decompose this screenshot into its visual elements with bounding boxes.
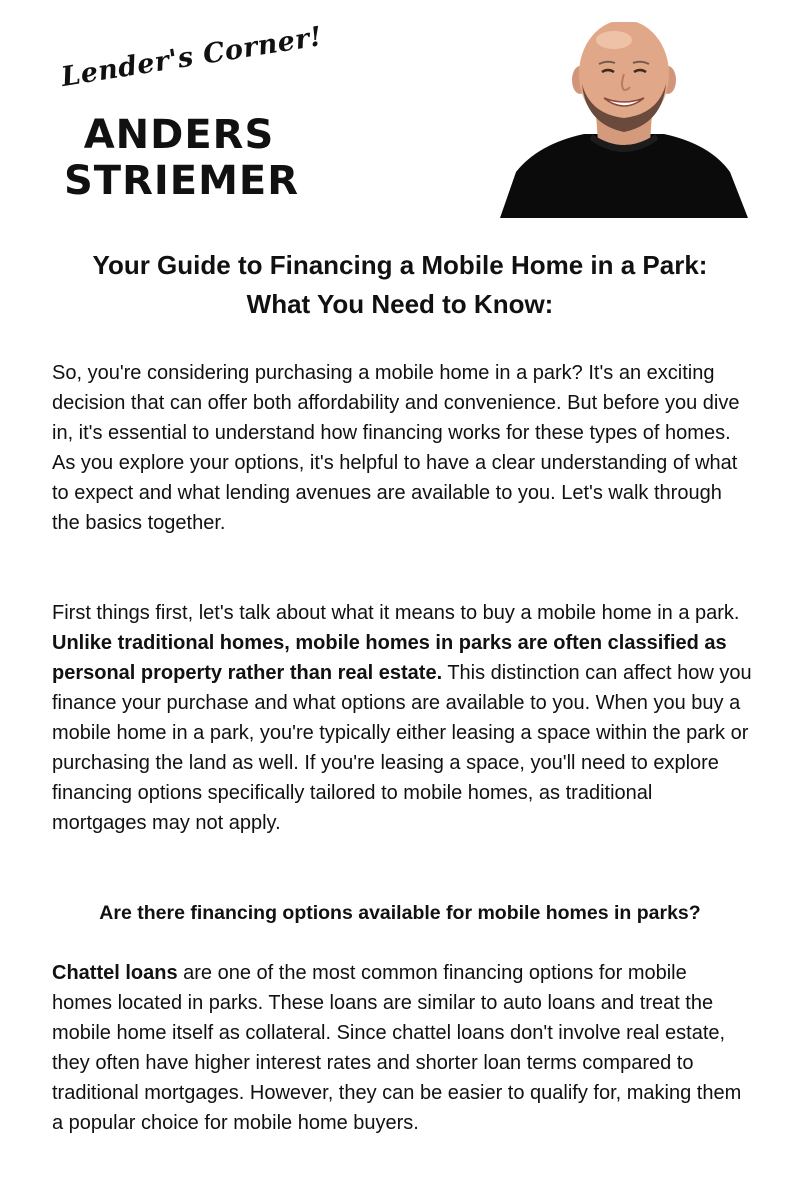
- p2-rest-text: This distinction can affect how you finance your purchase and what options are available to you. When you buy a mobile home in a park, you're typically either leasing a space within the park or purchasing the land as well. If you're leasing a space, you'll need to explore financing options specifically tailored to mobile homes, as traditional mortgages may not apply.: [52, 662, 752, 834]
- paragraph-personal-property: [52, 598, 752, 838]
- title-line-2: What You Need to Know:: [246, 289, 554, 319]
- paragraph-intro: So, you're considering purchasing a mobile home in a park? It's an exciting decision that can offer both affordability and convenience. But before you dive in, it's essential to understand how financing works for these types of homes. As you explore your options, it's helpful to have a clear understanding of what to expect and what lending avenues are available to you. Let's walk through the basics together.: [52, 362, 740, 534]
- p3-rest-text: are one of the most common financing options for mobile homes located in parks. These loans are similar to auto loans and treat the mobile home itself as collateral. Since chattel loans don't involve real estate, they often have higher interest rates and shorter loan terms compared to traditional mortgages. However, they can be easier to qualify for, making them a popular choice for mobile home buyers.: [52, 962, 742, 1134]
- article-title: [30, 246, 770, 324]
- header: [0, 0, 800, 230]
- tagline: Lender's Corner!: [59, 21, 325, 93]
- author-photo: [498, 22, 750, 218]
- section-question: Are there financing options available for mobile homes in parks?: [99, 902, 701, 924]
- p2-intro-text: First things first, let's talk about what it means to buy a mobile home in a park.: [52, 602, 740, 624]
- title-line-1: Your Guide to Financing a Mobile Home in a Park:: [92, 250, 708, 280]
- paragraph-chattel-loans: [52, 958, 752, 1138]
- author-last-name: STRIEMER: [64, 158, 300, 204]
- author-first-name: ANDERS: [83, 112, 275, 158]
- author-name: [64, 112, 300, 204]
- p2-bold-text: Unlike traditional homes, mobile homes in parks are often classified as personal property rather than real estate.: [52, 632, 727, 684]
- p3-bold-text: Chattel loans: [52, 962, 178, 984]
